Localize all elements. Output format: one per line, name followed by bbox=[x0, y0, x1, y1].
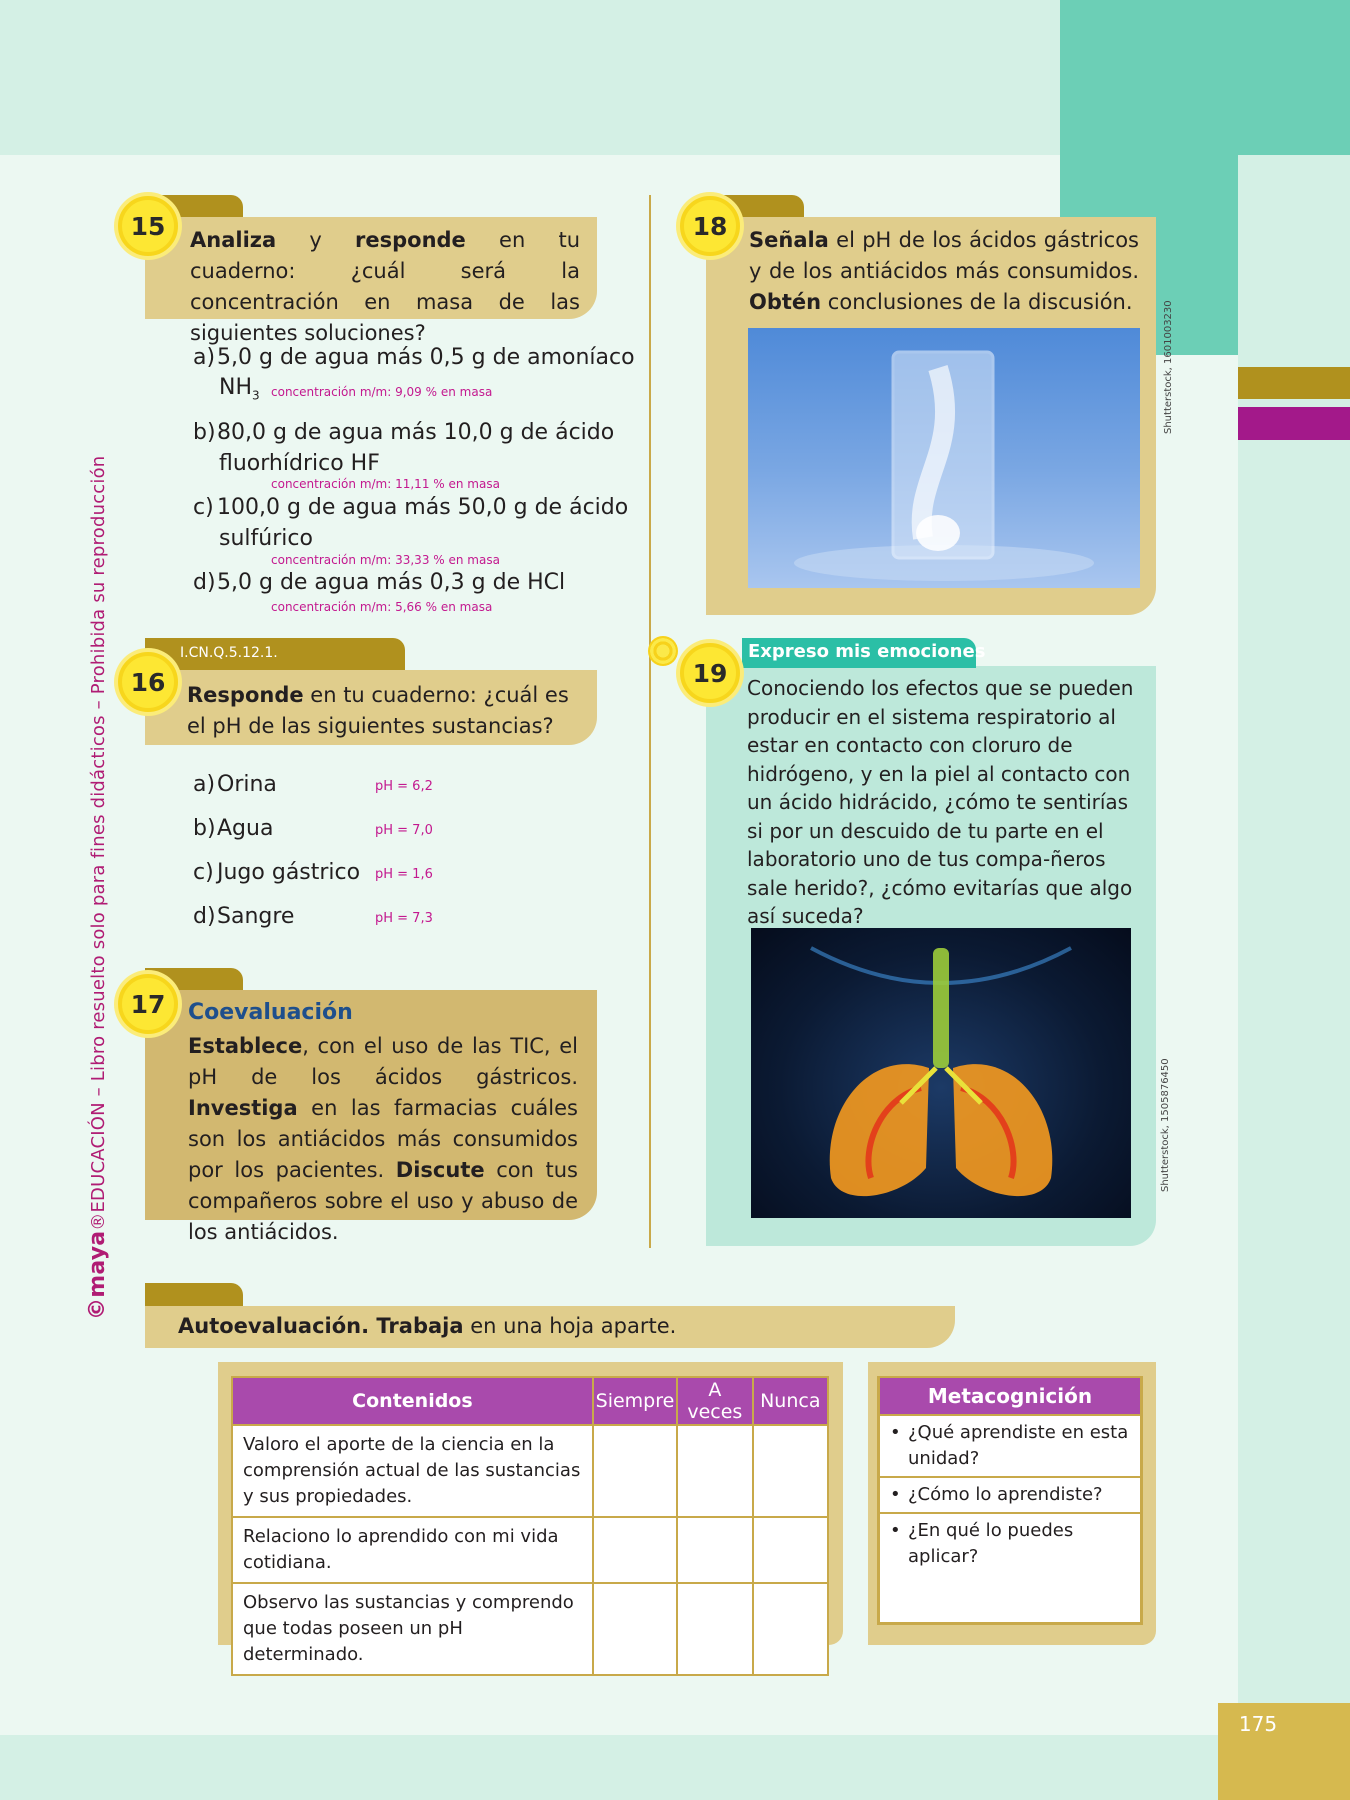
q17-prompt: Establece, con el uso de las TIC, el pH de los ácidos gástricos. Investiga en las farmacias cuáles son los antiácidos más consumidos por los pacientes. Discute con tus compañeros sobre el uso y abuso de los antiácidos. bbox=[188, 1034, 578, 1244]
header-a-veces: A veces bbox=[677, 1377, 752, 1425]
q15-item-c: c) 100,0 g de agua más 50,0 g de ácido bbox=[193, 495, 629, 520]
q15-answer-c: concentración m/m: 33,33 % en masa bbox=[271, 553, 500, 567]
effervescent-glass-photo bbox=[748, 328, 1140, 588]
row-3-a-veces-cell[interactable] bbox=[677, 1583, 752, 1675]
q15-item-c-cont: sulfúrico bbox=[219, 526, 313, 551]
row-1-nunca-cell[interactable] bbox=[753, 1425, 828, 1517]
bottom-band bbox=[0, 1735, 1350, 1800]
self-assessment-instruction: Autoevaluación. Trabaja en una hoja aparte. bbox=[178, 1314, 677, 1338]
q16-answer-b: pH = 7,0 bbox=[375, 823, 433, 838]
metacognition-header: Metacognición bbox=[879, 1377, 1142, 1415]
q15-item-d: d)5,0 g de agua más 0,3 g de HCl bbox=[193, 570, 566, 595]
row-1-siempre-cell[interactable] bbox=[593, 1425, 677, 1517]
q15-number-badge: 15 bbox=[118, 196, 178, 256]
header-nunca: Nunca bbox=[753, 1377, 828, 1425]
header-siempre: Siempre bbox=[593, 1377, 677, 1425]
q15-item-a: a)5,0 g de agua más 0,5 g de amoníaco bbox=[193, 345, 635, 370]
q17-number-badge: 17 bbox=[118, 974, 178, 1034]
sun-icon bbox=[648, 636, 678, 666]
row-2-nunca-cell[interactable] bbox=[753, 1517, 828, 1583]
copyright-text: ®EDUCACIÓN – Libro resuelto solo para fines didácticos – Prohibida su reproducción bbox=[88, 455, 109, 1231]
q16-item-b: b)Agua bbox=[193, 816, 274, 841]
copyright-notice bbox=[85, 456, 110, 1320]
q15-answer-a: concentración m/m: 9,09 % en masa bbox=[271, 385, 493, 399]
page-number: 175 bbox=[1238, 1712, 1278, 1736]
lungs-xray-photo bbox=[751, 928, 1131, 1218]
metacognition-table bbox=[877, 1376, 1143, 1625]
header-contenidos: Contenidos bbox=[232, 1377, 593, 1425]
row-3-content: Observo las sustancias y comprendo que todas poseen un pH determinado. bbox=[232, 1583, 593, 1675]
q17-heading: Coevaluación bbox=[188, 1000, 353, 1025]
q18-prompt: Señala el pH de los ácidos gástricos y de los antiácidos más consumidos. Obtén conclusiones de la discusión. bbox=[749, 228, 1139, 314]
photo-credit-lungs: Shutterstock, 1505876450 bbox=[1160, 1058, 1171, 1192]
table-row bbox=[232, 1425, 828, 1517]
table-row bbox=[232, 1583, 828, 1675]
row-2-siempre-cell[interactable] bbox=[593, 1517, 677, 1583]
q16-answer-d: pH = 7,3 bbox=[375, 911, 433, 926]
q15-answer-b: concentración m/m: 11,11 % en masa bbox=[271, 477, 500, 491]
section-tab-magenta bbox=[1238, 407, 1350, 440]
q19-prompt: Conociendo los efectos que se pueden producir en el sistema respiratorio al estar en contacto con cloruro de hidrógeno, y en la piel al contacto con un ácido hidrácido, ¿cómo te sentirías si por un descuido de tu parte en el laboratorio uno de tus compa-ñeros sale herido?, ¿cómo evitarías que algo así suceda? bbox=[747, 676, 1134, 928]
metacognition-item: • ¿Qué aprendiste en esta unidad? bbox=[879, 1415, 1142, 1477]
brand-logo: ©maya bbox=[85, 1230, 110, 1320]
row-1-content: Valoro el aporte de la ciencia en la comprensión actual de las sustancias y sus propiedades. bbox=[232, 1425, 593, 1517]
q16-skill-code: I.CN.Q.5.12.1. bbox=[180, 645, 278, 661]
q16-item-d: d)Sangre bbox=[193, 904, 295, 929]
row-1-a-veces-cell[interactable] bbox=[677, 1425, 752, 1517]
column-divider bbox=[649, 195, 651, 1248]
q15-prompt: Analiza y responde en tu cuaderno: ¿cuál será la concentración en masa de las siguientes soluciones? bbox=[190, 228, 580, 345]
q16-item-c: c) Jugo gástrico bbox=[193, 860, 361, 885]
metacognition-item: • ¿Cómo lo aprendiste? bbox=[879, 1477, 1142, 1513]
q16-answer-c: pH = 1,6 bbox=[375, 867, 433, 882]
row-2-content: Relaciono lo aprendido con mi vida cotidiana. bbox=[232, 1517, 593, 1583]
table-row bbox=[232, 1517, 828, 1583]
q19-tab-label: Expreso mis emociones bbox=[748, 641, 986, 662]
section-tab-gold bbox=[1238, 367, 1350, 399]
metacognition-item: • ¿En qué lo puedes aplicar? bbox=[879, 1513, 1142, 1624]
auto-tab bbox=[145, 1283, 243, 1307]
q15-item-b: b)80,0 g de agua más 10,0 g de ácido bbox=[193, 420, 615, 445]
photo-credit-glass: Shutterstock, 1601003230 bbox=[1163, 300, 1174, 434]
q16-answer-a: pH = 6,2 bbox=[375, 779, 433, 794]
q15-item-a-formula: $NH_3$ bbox=[219, 375, 260, 403]
row-3-siempre-cell[interactable] bbox=[593, 1583, 677, 1675]
table-header-row bbox=[232, 1377, 828, 1425]
q19-number-badge: 19 bbox=[680, 643, 740, 703]
lungs-illustration bbox=[751, 928, 1131, 1218]
glass-illustration bbox=[748, 328, 1140, 588]
q15-answer-d: concentración m/m: 5,66 % en masa bbox=[271, 600, 493, 614]
self-assessment-table bbox=[231, 1376, 829, 1676]
q16-prompt: Responde en tu cuaderno: ¿cuál es el pH de las siguientes sustancias? bbox=[187, 683, 569, 738]
q16-item-a: a)Orina bbox=[193, 772, 277, 797]
q15-item-b-cont: fluorhídrico HF bbox=[219, 451, 380, 476]
q18-number-badge: 18 bbox=[680, 196, 740, 256]
row-3-nunca-cell[interactable] bbox=[753, 1583, 828, 1675]
q16-number-badge: 16 bbox=[118, 652, 178, 712]
row-2-a-veces-cell[interactable] bbox=[677, 1517, 752, 1583]
